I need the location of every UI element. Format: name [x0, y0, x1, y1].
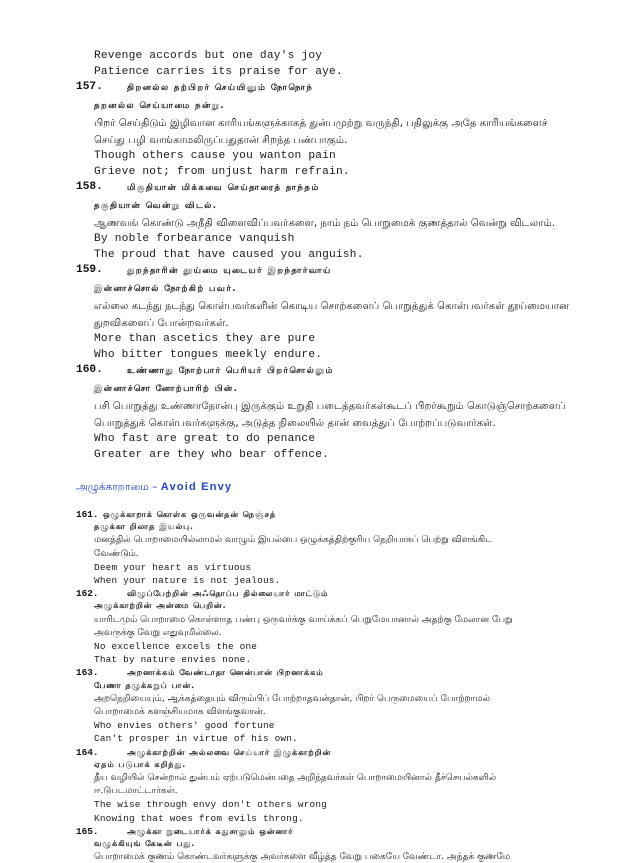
tamil-meaning: அறநெறியையும், ஆக்கத்தையும் விரும்பிப் போற்றாதவன்தான், பிறர் பெருமையைப் போற்றாமல் [94, 693, 491, 704]
kural-line: இன்னாச்சொ னோற்பாரிற் பின். [94, 384, 239, 394]
tamil-meaning: மனத்தில் பொறாமையில்லாமல் வாழும் இயல்பை ஒழுக்கத்திற்குரிய நெறியாகப் பெற்று விளங்கிட [94, 535, 493, 546]
couplet-number: 158. [76, 181, 103, 193]
section-title-english: Avoid Envy [160, 481, 233, 493]
kural-line: வழுக்கியுங் கேடீன் பது. [94, 839, 196, 848]
english-line: Knowing that woes from evils throng. [94, 812, 304, 824]
english-line: Though others cause you wanton pain [94, 150, 336, 162]
couplet-number: 159. [76, 264, 103, 276]
tamil-meaning: பசி பொறுத்து உண்ணாநோன்பு இருக்கும் உறுதி படைத்தவர்கள்கூடப் பிறர்கூறும் கொடுஞ்சொற்களைப் [94, 401, 566, 412]
english-line: When your nature is not jealous. [94, 575, 281, 586]
kural-line: தகுதியான் வென்று விடல். [94, 201, 218, 211]
section-title-tamil: அழுக்காறாமை [76, 481, 149, 493]
english-line: No excellence excels the one [94, 641, 258, 652]
kural-line: ஒழுக்காறாக் கொள்க ஒருவன்தன் நெஞ்சத் [103, 510, 277, 519]
tamil-meaning: யாரிடமும் பொறாமை கொள்ளாத பண்பு ஒருவர்க்கு வாய்க்கப் பெறுமேயானால் அதற்கு மேலான பேறு [94, 614, 513, 625]
tamil-meaning: துறவிகளைப் போன்றவர்கள். [94, 318, 229, 329]
kural-line: அழுக்கா றுடையார்க் கதுசாலும் ஒன்னார் [127, 826, 294, 836]
couplet-number: 160. [76, 364, 103, 376]
english-line: That by nature envies none. [94, 654, 252, 666]
kural-line: ஏதம் படுபாக் கறிந்து. [94, 759, 187, 769]
english-line: Deem your heart as virtuous [94, 561, 252, 573]
tamil-meaning: ஈ.டுபடமாட்டார்கள். [94, 786, 178, 797]
kural-line: உண்ணாது நோற்பார் பெரியர் பிறர்சொல்லும் [127, 366, 334, 376]
tamil-meaning: செய்து பழி வாங்காமலிருப்பதுதான் சிறந்த பண்பாகும். [94, 135, 348, 146]
tamil-meaning: எல்லை கடந்து நடந்து கொள்பவர்களின் கொடிய சொற்களைப் பொறுத்துக் கொள்பவர்கள் தூய்மையான [94, 301, 569, 312]
kural-line: மிகுதியான் மிக்கவை செய்தாரைத் தாந்தம் [127, 183, 320, 193]
english-line: Can't prosper in virtue of his own. [94, 733, 298, 745]
english-line: Grieve not; from unjust harm refrain. [94, 166, 350, 178]
tamil-meaning: பொறாமைக் குணம் கொண்டவர்களுக்கு அவர்களை வீழ்த்த வேறு பகையே வேண்டா. அந்தக் குணமே [94, 852, 511, 863]
kural-line: அழுக்காற்றின் அன்மை பெறின். [94, 601, 227, 611]
english-line: Who bitter tongues meekly endure. [94, 349, 323, 361]
kural-line: இன்னாச்சொல் நோற்கிற் பவர். [94, 284, 237, 294]
kural-line: பேணா தழுக்கறுப் பான். [94, 680, 196, 690]
english-line: By noble forbearance vanquish [94, 233, 295, 245]
kural-line: துறந்தாரின் தூய்மை யுடையர் இறந்தார்வாய் [127, 266, 332, 276]
tamil-meaning: பொறாமைக் களஞ்சியமாக விளங்குவான். [94, 707, 266, 717]
tamil-meaning: அவருக்கு வேறு எதுவுமில்லை. [94, 627, 222, 638]
english-line: Who envies others' good fortune [94, 720, 275, 732]
english-line: Revenge accords but one day's joy [94, 50, 323, 62]
section-title-dash: – [152, 481, 158, 493]
kural-line: அறனாக்கம் வேண்டாதா னென்பான் பிறனாக்கம் [127, 668, 324, 678]
english-line: The wise through envy don't others wrong [94, 799, 328, 811]
couplet-number: 164. [76, 746, 99, 758]
kural-line: அழுக்காற்றின் அல்லவை செய்யார் இழுக்காற்றின் [127, 747, 332, 757]
couplet-number: 161. [76, 509, 99, 520]
couplet-number: 165. [76, 825, 99, 837]
kural-line: விழுப்பேற்றின் அஃதொப்ப தில்லையார் மாட்டும் [127, 589, 329, 599]
tamil-meaning: பிறர் செய்திடும் இழிவான காரியங்களுக்காகத் துன்பமுற்று வருந்தி, பதிலுக்கு அதே காரியங்களைச் [94, 118, 548, 129]
english-line: More than ascetics they are pure [94, 333, 316, 345]
kural-line: தறனல்ல செய்யாமை நன்று. [94, 101, 226, 111]
kural-line: தழுக்கா றிலாத இயல்பு. [94, 522, 195, 532]
couplet-number: 157. [76, 81, 103, 93]
tamil-meaning: ஆணவங் கொண்டு அநீதி விளைவிப்பவர்களை, நாம் நம் பொறுமைக் குணத்தால் வென்று விடலாம். [94, 218, 556, 229]
tamil-meaning: தீய வழியில் சென்றால் துன்பம் ஏற்படுமென்பதை அறிந்தவர்கள் பொறாமையினால் தீச்செயல்களில் [94, 773, 497, 783]
couplet-number: 163. [76, 667, 99, 679]
tamil-meaning: பொறுத்துக் கொள்பவர்களுக்கு, அடுத்த நிலையில் தான் வைத்துப் போற்றப்படுவார்கள். [94, 418, 496, 429]
english-line: The proud that have caused you anguish. [94, 249, 364, 261]
kural-line: திறனல்ல தற்பிறர் செய்யினும் நோநொந் [127, 83, 314, 93]
tamil-meaning: வேண்டும். [94, 548, 139, 559]
english-line: Greater are they who bear offence. [94, 449, 330, 461]
english-line: Who fast are great to do penance [94, 433, 316, 445]
section-heading [76, 481, 232, 494]
couplet-number: 162. [76, 588, 99, 600]
english-line: Patience carries its praise for aye. [94, 66, 343, 78]
